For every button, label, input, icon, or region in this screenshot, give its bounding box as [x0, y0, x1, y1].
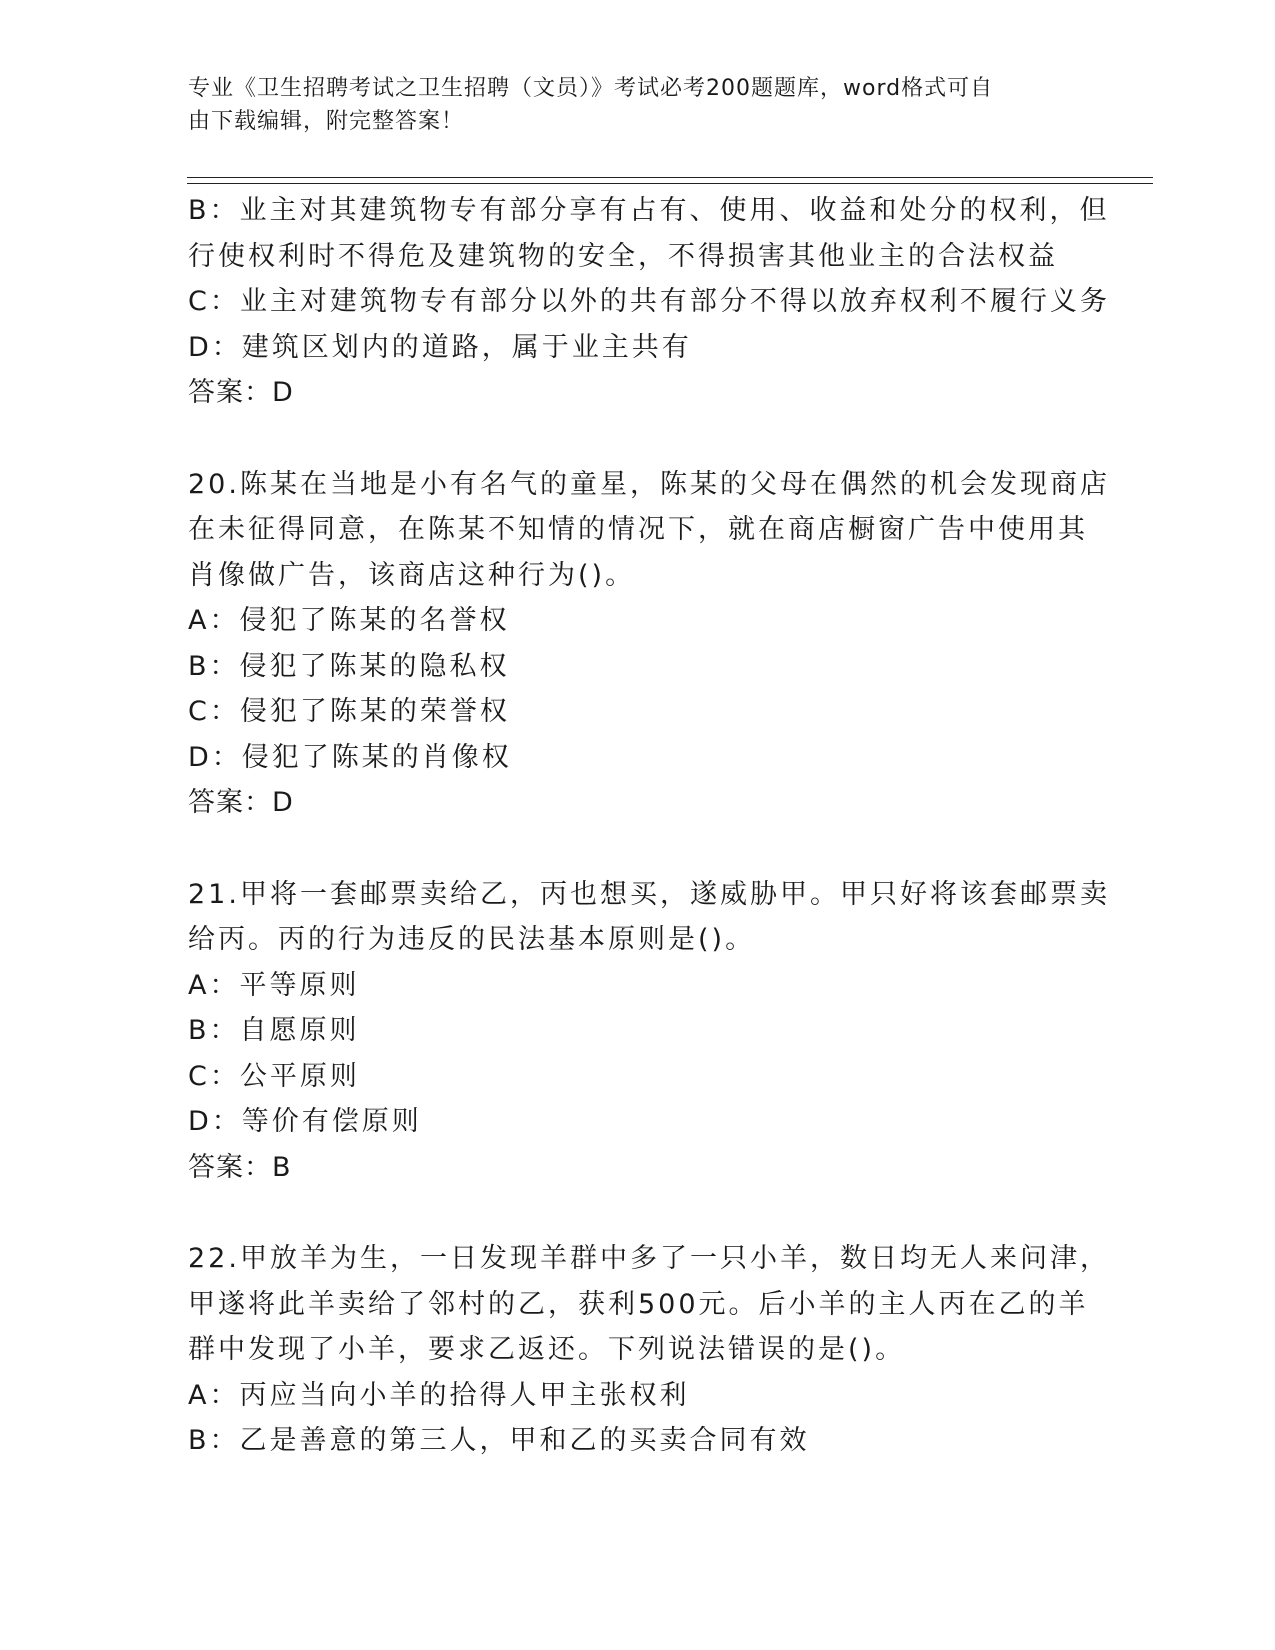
option-c: C：业主对建筑物专有部分以外的共有部分不得以放弃权利不履行义务: [188, 286, 1110, 317]
answer: 答案：D: [188, 787, 294, 818]
option-b-continued: 行使权利时不得危及建筑物的安全，不得损害其他业主的合法权益: [188, 240, 1058, 272]
spacer: [188, 1190, 1078, 1236]
option-b: B：自愿原则: [188, 1015, 360, 1046]
question-22: [188, 1236, 1110, 1464]
option-b: B：乙是善意的第三人，甲和乙的买卖合同有效: [188, 1425, 810, 1456]
question-stem: 甲遂将此羊卖给了邻村的乙，获利500元。后小羊的主人丙在乙的羊: [188, 1288, 1089, 1320]
option-c: C：侵犯了陈某的荣誉权: [188, 696, 510, 727]
header-line: 专业《卫生招聘考试之卫生招聘（文员）》考试必考200题题库，word格式可自: [188, 76, 994, 101]
header-divider: [187, 183, 1153, 184]
option-a: A：侵犯了陈某的名誉权: [188, 605, 510, 636]
answer: 答案：D: [188, 377, 294, 408]
question-stem: 给丙。丙的行为违反的民法基本原则是()。: [188, 924, 756, 955]
option-a: A：丙应当向小羊的拾得人甲主张权利: [188, 1379, 690, 1411]
question-stem: 20.陈某在当地是小有名气的童星，陈某的父母在偶然的机会发现商店: [188, 468, 1110, 500]
option-d: D：等价有偿原则: [188, 1106, 422, 1137]
header-line: 由下载编辑，附完整答案！: [188, 109, 465, 134]
option-b: B：侵犯了陈某的隐私权: [188, 650, 510, 682]
question-19-continued: [188, 188, 1110, 416]
question-stem: 在未征得同意，在陈某不知情的情况下，就在商店橱窗广告中使用其: [188, 514, 1088, 545]
question-stem: 21.甲将一套邮票卖给乙，丙也想买，遂威胁甲。甲只好将该套邮票卖: [188, 878, 1110, 910]
question-list: [188, 188, 1110, 1464]
question-stem: 22.甲放羊为生，一日发现羊群中多了一只小羊，数日均无人来问津，: [188, 1243, 1110, 1274]
option-c: C：公平原则: [188, 1060, 360, 1092]
option-d: D：侵犯了陈某的肖像权: [188, 741, 512, 773]
page-header: [188, 72, 1068, 138]
answer: 答案：B: [188, 1151, 292, 1183]
spacer: [188, 826, 1078, 872]
question-stem: 肖像做广告，该商店这种行为()。: [188, 559, 636, 591]
option-d: D：建筑区划内的道路，属于业主共有: [188, 331, 692, 363]
question-stem: 群中发现了小羊，要求乙返还。下列说法错误的是()。: [188, 1334, 906, 1365]
header-divider: [187, 177, 1153, 178]
question-21: [188, 872, 1110, 1191]
question-20: [188, 462, 1110, 826]
option-a: A：平等原则: [188, 969, 360, 1001]
option-b: B：业主对其建筑物专有部分享有占有、使用、收益和处分的权利，但: [188, 195, 1110, 226]
spacer: [188, 416, 1078, 462]
